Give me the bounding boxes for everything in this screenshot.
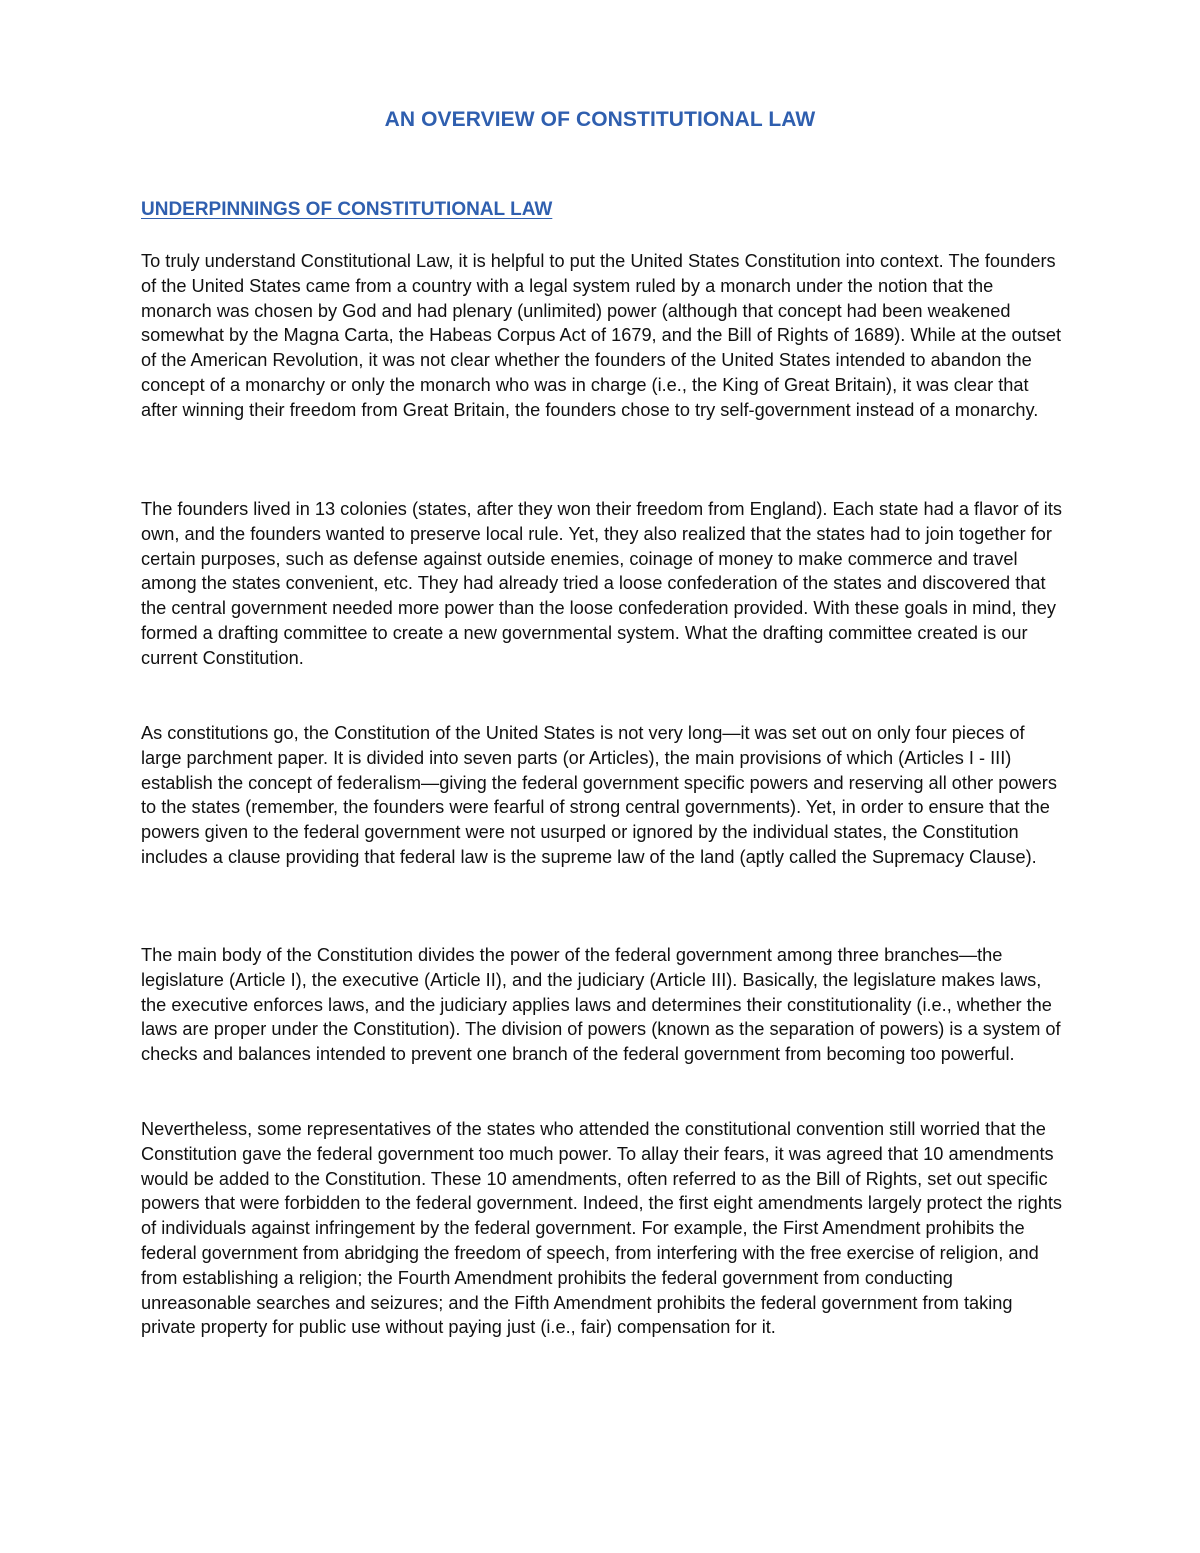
section-heading: UNDERPINNINGS OF CONSTITUTIONAL LAW bbox=[141, 199, 553, 220]
paragraph-4: The main body of the Constitution divides the power of the federal government among three branches—the legislature (Article I), the executive (Article II), and the judiciary (Article III). Basically, the legislature makes laws, the executive enforces laws, and the judiciary applies laws and determines their constitutionality (i.e., whether the laws are proper under the Constitution). The division of powers (known as the separation of powers) is a system of checks and balances intended to prevent one branch of the federal government from becoming too powerful. bbox=[141, 945, 1061, 1065]
paragraph-2: The founders lived in 13 colonies (states, after they won their freedom from England). Each state had a flavor of its own, and the founders wanted to preserve local rule. Yet, they also realized that the states had to join together for certain purposes, such as defense against outside enemies, coinage of money to make commerce and travel among the states convenient, etc. They had already tried a loose confederation of the states and discovered that the central government needed more power than the loose confederation provided. With these goals in mind, they formed a drafting committee to create a new governmental system. What the drafting committee created is our current Constitution. bbox=[141, 499, 1062, 668]
paragraph-3: As constitutions go, the Constitution of the United States is not very long—it was set out on only four pieces of large parchment paper. It is divided into seven parts (or Articles), the main provisions of which (Articles I - III) establish the concept of federalism—giving the federal government specific powers and reserving all other powers to the states (remember, the founders were fearful of strong central governments). Yet, in order to ensure that the powers given to the federal government were not usurped or ignored by the individual states, the Constitution includes a clause providing that federal law is the supreme law of the land (aptly called the Supremacy Clause). bbox=[141, 723, 1057, 867]
document-title: AN OVERVIEW OF CONSTITUTIONAL LAW bbox=[384, 108, 816, 131]
paragraph-1: To truly understand Constitutional Law, it is helpful to put the United States Constitution into context. The founders of the United States came from a country with a legal system ruled by a monarch under the notion that the monarch was chosen by God and had plenary (unlimited) power (although that concept had been weakened somewhat by the Magna Carta, the Habeas Corpus Act of 1679, and the Bill of Rights of 1689). While at the outset of the American Revolution, it was not clear whether the founders of the United States intended to abandon the concept of a monarchy or only the monarch who was in charge (i.e., the King of Great Britain), it was clear that after winning their freedom from Great Britain, the founders chose to try self-government instead of a monarchy. bbox=[141, 251, 1062, 420]
paragraph-5: Nevertheless, some representatives of the states who attended the constitutional convention still worried that the Constitution gave the federal government too much power. To allay their fears, it was agreed that 10 amendments would be added to the Constitution. These 10 amendments, often referred to as the Bill of Rights, set out specific powers that were forbidden to the federal government. Indeed, the first eight amendments largely protect the rights of individuals against infringement by the federal government. For example, the First Amendment prohibits the federal government from abridging the freedom of speech, from interfering with the free exercise of religion, and from establishing a religion; the Fourth Amendment prohibits the federal government from conducting unreasonable searches and seizures; and the Fifth Amendment prohibits the federal government from taking private property for public use without paying just (i.e., fair) compensation for it. bbox=[141, 1119, 1063, 1338]
